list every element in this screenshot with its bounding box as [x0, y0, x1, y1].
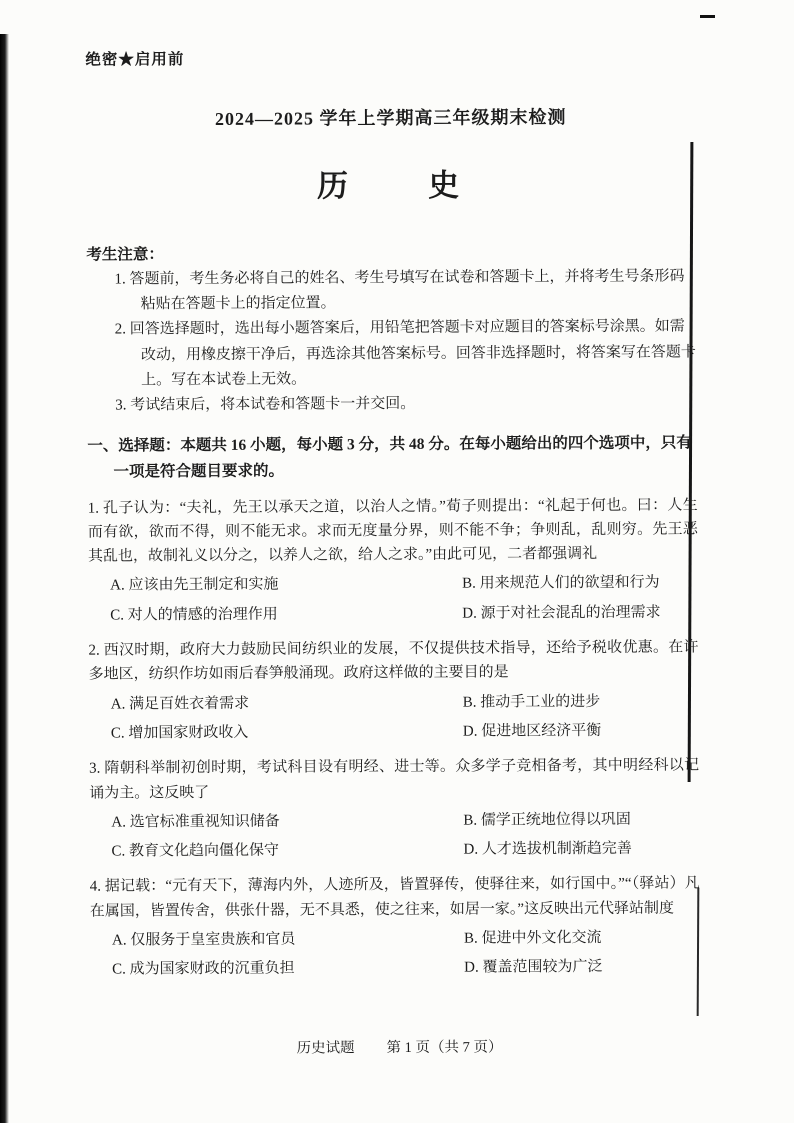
option-d: D. 促进地区经济平衡 [462, 722, 602, 740]
footer-page-number: 第 1 页（共 7 页） [386, 1039, 503, 1057]
question-3 [89, 754, 700, 864]
notice-heading: 考生注意： [86, 246, 164, 264]
notice-list [86, 264, 697, 418]
exam-title: 2024—2025 学年上学期高三年级期末检测 [214, 107, 567, 129]
question-1 [88, 493, 699, 628]
option-d: D. 覆盖范围较为广泛 [464, 959, 603, 976]
option-a: A. 满足百姓衣着需求 [110, 695, 250, 713]
question-2 [88, 635, 699, 745]
question-4 [90, 872, 701, 982]
notice-item-2: 2. 回答选择题时，选出每小题答案后，用铅笔把答题卡对应题目的答案标号涂黑。如需改动，用橡皮擦干净后，再选涂其他答案标号。回答非选择题时，将答案写在答题卡上。写在本试卷上无效。 [114, 318, 696, 389]
option-d: D. 源于对社会混乱的治理需求 [462, 604, 661, 622]
secrecy-label: 绝密★启用前 [85, 51, 185, 69]
notice-item-1: 1. 答题前，考生务必将自己的姓名、考生号填写在试卷和答题卡上，并将考生号条形码粘贴在答题卡上的指定位置。 [114, 268, 685, 313]
question-options [111, 689, 699, 746]
option-a: A. 应该由先王制定和实施 [110, 577, 279, 594]
question-stem: 2. 西汉时期，政府大力鼓励民间纺织业的发展，不仅提供技术指导，还给予税收优惠。在许多地区，纺织作坊如雨后春笋般涌现。政府这样做的主要目的是 [88, 639, 699, 683]
option-c: C. 增加国家财政收入 [110, 724, 249, 742]
section-heading: 一、选择题：本题共 16 小题，每小题 3 分，共 48 分。在每小题给出的四个选项中，只有一项是符合题目要求的。 [87, 434, 692, 481]
option-c: C. 成为国家财政的沉重负担 [112, 960, 295, 978]
option-a: A. 选官标准重视知识储备 [111, 813, 280, 831]
option-c: C. 对人的情感的治理作用 [110, 606, 278, 624]
question-stem: 3. 隋朝科举制初创时期，考试科目设有明经、进士等。众多学子竞相备考，其中明经科以记诵为主。这反映了 [89, 757, 700, 802]
subject-title: 历 史 [316, 167, 466, 204]
page-footer [2, 1034, 794, 1059]
question-options [112, 925, 700, 982]
footer-document-title: 历史试题 [296, 1040, 355, 1057]
option-c: C. 教育文化趋向僵化保守 [111, 842, 280, 860]
option-b: B. 用来规范人们的欲望和行为 [462, 575, 660, 593]
question-options [111, 807, 699, 864]
notice-item-3: 3. 考试结束后，将本试卷和答题卡一并交回。 [115, 395, 416, 414]
option-d: D. 人才选拔机制渐趋完善 [463, 840, 632, 858]
option-b: B. 推动手工业的进步 [462, 693, 601, 711]
option-a: A. 仅服务于皇室贵族和官员 [111, 931, 296, 949]
question-options [110, 571, 698, 628]
option-b: B. 促进中外文化交流 [463, 929, 602, 947]
option-b: B. 儒学正统地位得以巩固 [463, 811, 631, 829]
question-stem: 4. 据记载：“元有天下，薄海内外，人迹所及，皆置驿传，使驿往来，如行国中。”“（驿站）凡在属国，皆置传舍，供张什器，无不具悉，使之往来，如居一家。”这反映出元代驿站制度 [89, 875, 700, 920]
question-stem: 1. 孔子认为：“夫礼，先王以承天之道，以治人之情。”荀子则提出：“礼起于何也。曰：人生而有欲，欲而不得，则不能无求。求而无度量分界，则不能不争；争则乱，乱则穷。先王恶其乱也，故制礼义以分之，以养人之欲，给人之求。”由此可见，二者都强调礼 [87, 496, 698, 565]
